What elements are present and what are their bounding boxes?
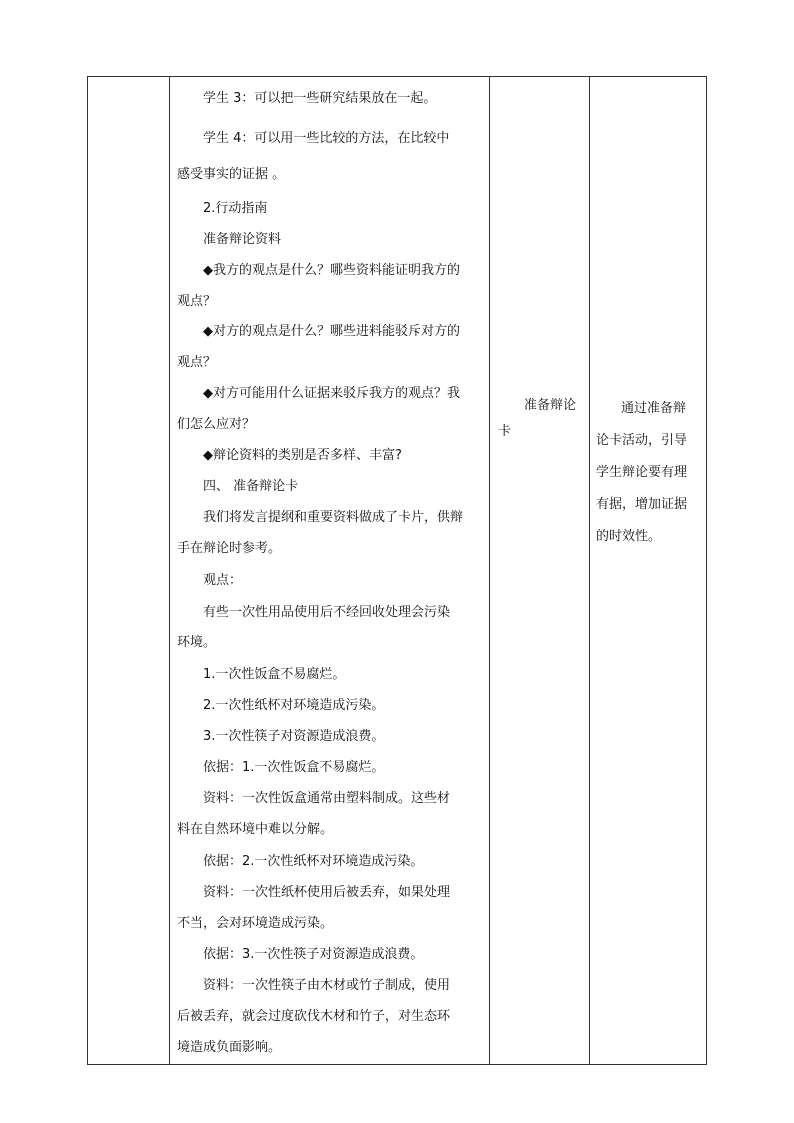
activity-line: 卡 <box>498 424 512 439</box>
column-divider <box>589 77 590 1064</box>
text-line: 料在自然环境中难以分解。 <box>177 822 334 837</box>
text-line: 资料：一次性饭盒通常由塑料制成。这些材 <box>203 791 451 806</box>
intent-line: 通过准备辩 <box>621 401 687 416</box>
lesson-table <box>87 76 707 1065</box>
intent-line: 论卡活动，引导 <box>596 433 688 448</box>
text-line: 观点？ <box>177 355 217 370</box>
text-line: 依据：3.一次性筷子对资源造成浪费。 <box>203 947 424 962</box>
text-line: 不当，会对环境造成污染。 <box>177 916 334 931</box>
text-line: 手在辩论时参考。 <box>177 541 282 556</box>
activity-line: 准备辩论 <box>524 398 577 413</box>
text-line: 学生 4：可以用一些比较的方法，在比较中 <box>203 131 450 146</box>
text-line: 环境。 <box>177 635 217 650</box>
text-line: 依据：2.一次性纸杯对环境造成污染。 <box>203 854 424 869</box>
text-line: ◆对方可能用什么证据来驳斥我方的观点？我 <box>203 386 460 401</box>
text-line: ◆辩论资料的类别是否多样、丰富? <box>203 448 402 463</box>
design-intent-cell <box>590 393 708 553</box>
text-line: 准备辩论资料 <box>203 232 282 247</box>
text-line: 依据：1.一次性饭盒不易腐烂。 <box>203 760 385 775</box>
text-line: 境造成负面影响。 <box>177 1040 282 1055</box>
intent-line: 学生辩论要有理 <box>596 465 688 480</box>
text-line: 2.一次性纸杯对环境造成污染。 <box>203 698 385 713</box>
text-line: ◆对方的观点是什么？哪些进料能驳斥对方的 <box>203 324 460 339</box>
text-line: ◆我方的观点是什么？哪些资料能证明我方的 <box>203 263 460 278</box>
text-line: 资料：一次性纸杯使用后被丢弃，如果处理 <box>203 885 451 900</box>
text-line: 后被丢弃，就会过度砍伐木材和竹子，对生态环 <box>177 1009 451 1024</box>
student-activity-cell <box>490 393 588 445</box>
text-line: 1.一次性饭盒不易腐烂。 <box>203 667 346 682</box>
intent-line: 的时效性。 <box>596 529 662 544</box>
text-line: 们怎么应对？ <box>177 417 256 432</box>
column-divider <box>489 77 490 1064</box>
text-line: 有些一次性用品使用后不经回收处理会污染 <box>203 605 451 620</box>
teaching-process-cell <box>170 77 488 1064</box>
text-line: 我们将发言提纲和重要资料做成了卡片，供辩 <box>203 510 464 525</box>
text-line: 资料：一次性筷子由木材或竹子制成，使用 <box>203 978 451 993</box>
text-line: 感受事实的证据 。 <box>177 167 286 182</box>
text-line: 2.行动指南 <box>203 201 268 216</box>
section-heading: 四、 准备辩论卡 <box>203 479 299 494</box>
text-line: 3.一次性筷子对资源造成浪费。 <box>203 729 385 744</box>
text-line: 学生 3：可以把一些研究结果放在一起。 <box>203 91 437 106</box>
text-line: 观点： <box>203 573 243 588</box>
intent-line: 有据，增加证据 <box>596 497 688 512</box>
text-line: 观点？ <box>177 294 217 309</box>
